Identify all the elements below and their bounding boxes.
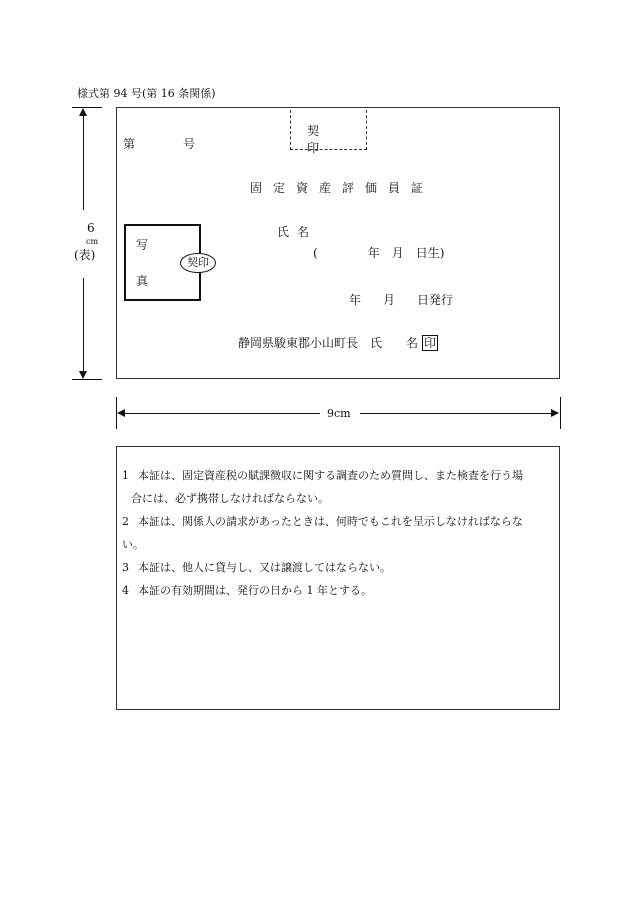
number-suffix: 号	[183, 137, 196, 151]
photo-label-2: 真	[136, 274, 149, 288]
arrow-right-icon	[551, 409, 559, 417]
dimension-height-unit: cm	[86, 237, 99, 246]
note-number: 4	[122, 584, 129, 597]
note-item	[122, 556, 554, 579]
card-front	[116, 107, 560, 379]
arrow-up-icon	[79, 108, 87, 116]
seal-box	[290, 110, 367, 155]
arrow-down-icon	[79, 371, 87, 379]
mayor-title: 静岡県駿東郡小山町長	[238, 336, 359, 350]
dimension-tick-right	[560, 397, 561, 429]
issue-month: 月	[383, 293, 396, 307]
seal-box-label: 契印	[307, 124, 340, 155]
note-text-continued: い。	[122, 538, 144, 551]
dimension-tick-bottom	[72, 379, 102, 380]
card-back	[116, 446, 560, 710]
dob-month: 月	[391, 246, 404, 260]
issuer-line	[238, 334, 438, 351]
dimension-tick-top	[72, 107, 102, 108]
dob-year: 年	[367, 246, 380, 260]
dimension-height-value: 6	[87, 221, 95, 235]
mayor-name-label-2: 名	[406, 336, 419, 350]
note-item	[122, 464, 554, 510]
arrow-left-icon	[117, 409, 125, 417]
note-text: 本証は、他人に貸与し、又は譲渡してはならない。	[138, 561, 391, 574]
seal-oval-stamp: 契印	[180, 253, 216, 273]
dimension-width-label: 9cm	[327, 407, 351, 420]
issue-year: 年	[349, 293, 362, 307]
dimension-line-vertical-upper	[83, 110, 84, 210]
dob-day: 日生)	[415, 246, 445, 260]
form-caption: 様式第 94 号(第 16 条関係)	[77, 87, 216, 100]
dimension-line-vertical-lower	[83, 278, 84, 376]
note-number: 1	[122, 469, 129, 482]
dob-open: (	[313, 246, 318, 260]
official-stamp-box: 印	[424, 336, 437, 350]
note-number: 2	[122, 515, 129, 528]
photo-label-1: 写	[136, 238, 149, 252]
name-label: 氏名	[277, 225, 318, 239]
birth-date-line	[313, 244, 444, 261]
certificate-number	[123, 135, 195, 152]
dimension-line-horizontal-right	[360, 413, 555, 414]
mayor-name-label-1: 氏	[370, 336, 383, 350]
number-prefix: 第	[123, 137, 136, 151]
card-title: 固定資産評価員証	[250, 181, 435, 195]
issue-day: 日発行	[417, 293, 454, 307]
issue-date-line	[349, 291, 453, 308]
dimension-height-side: (表)	[74, 248, 96, 262]
dimension-line-horizontal-left	[120, 413, 320, 414]
note-number: 3	[122, 561, 129, 574]
note-text: 本証の有効期間は、発行の日から 1 年とする。	[138, 584, 372, 597]
note-item	[122, 510, 554, 556]
note-item	[122, 579, 554, 602]
note-text: 本証は、固定資産税の賦課徴収に関する調査のため質問し、また検査を行う場	[138, 469, 523, 482]
note-text: 本証は、関係人の請求があったときは、何時でもこれを呈示しなければならな	[138, 515, 523, 528]
note-text-continued: 合には、必ず携帯しなければならない。	[131, 492, 329, 505]
